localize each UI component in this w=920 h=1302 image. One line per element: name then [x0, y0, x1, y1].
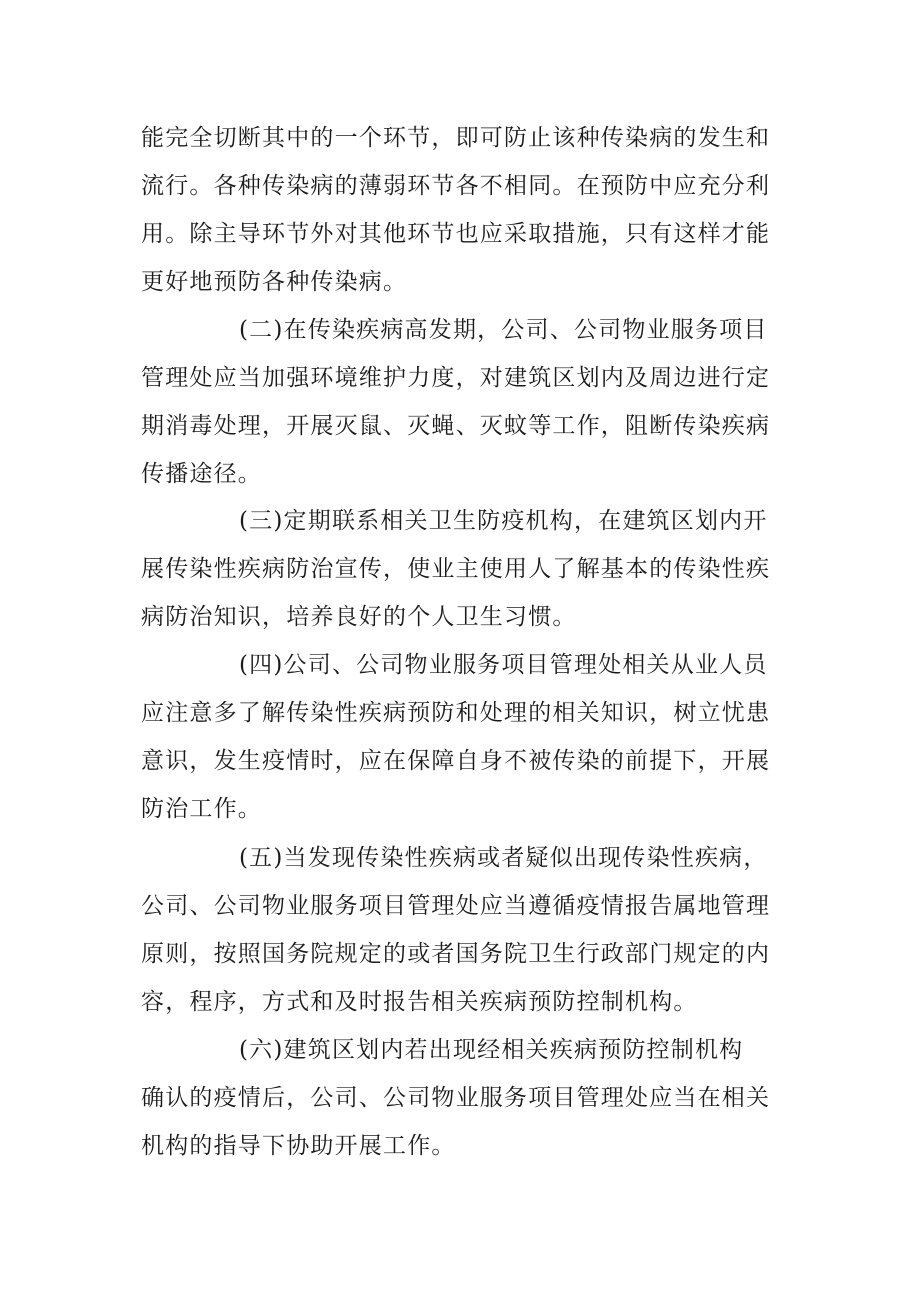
text-line: 传播途径。	[141, 461, 262, 487]
text-line: 机构的指导下协助开展工作。	[141, 1133, 456, 1159]
paragraph-item-5	[141, 834, 781, 1026]
text-line: 能完全切断其中的一个环节，即可防止该种传染病的发生和	[141, 125, 771, 151]
text-line: 防治工作。	[141, 796, 262, 822]
paragraph-item-4	[141, 641, 781, 833]
paragraph-continuation	[141, 114, 781, 306]
text-line: 用。除主导环节外对其他环节也应采取措施，只有这样才能	[141, 221, 771, 247]
text-line: 公司、公司物业服务项目管理处应当遵循疫情报告属地管理	[141, 893, 771, 919]
text-line: (二)在传染疾病高发期，公司、公司物业服务项目	[239, 317, 768, 343]
text-line: 流行。各种传染病的薄弱环节各不相同。在预防中应充分利	[141, 173, 771, 199]
text-line: 病防治知识，培养良好的个人卫生习惯。	[141, 604, 577, 630]
text-line: 期消毒处理，开展灭鼠、灭蝇、灭蚊等工作，阻断传染疾病	[141, 413, 771, 439]
text-line: 展传染性疾病防治宣传，使业主使用人了解基本的传染性疾	[141, 556, 771, 582]
text-line: 确认的疫情后，公司、公司物业服务项目管理处应当在相关	[141, 1085, 771, 1111]
paragraph-item-3	[141, 497, 781, 641]
text-line: (五)当发现传染性疾病或者疑似出现传染性疾病，	[239, 845, 768, 871]
text-line: 意识，发生疫情时，应在保障自身不被传染的前提下，开展	[141, 748, 771, 774]
text-line: 更好地预防各种传染病。	[141, 269, 408, 295]
paragraph-item-2	[141, 306, 781, 498]
text-line: 原则，按照国务院规定的或者国务院卫生行政部门规定的内	[141, 941, 771, 967]
paragraph-item-6	[141, 1026, 781, 1170]
text-line: 应注意多了解传染性疾病预防和处理的相关知识，树立忧患	[141, 700, 771, 726]
text-line: (六)建筑区划内若出现经相关疾病预防控制机构	[239, 1037, 744, 1063]
text-line: 容，程序，方式和及时报告相关疾病预防控制机构。	[141, 989, 698, 1015]
text-line: (四)公司、公司物业服务项目管理处相关从业人员	[239, 652, 768, 678]
text-line: 管理处应当加强环境维护力度，对建筑区划内及周边进行定	[141, 365, 771, 391]
text-line: (三)定期联系相关卫生防疫机构，在建筑区划内开	[239, 508, 768, 534]
